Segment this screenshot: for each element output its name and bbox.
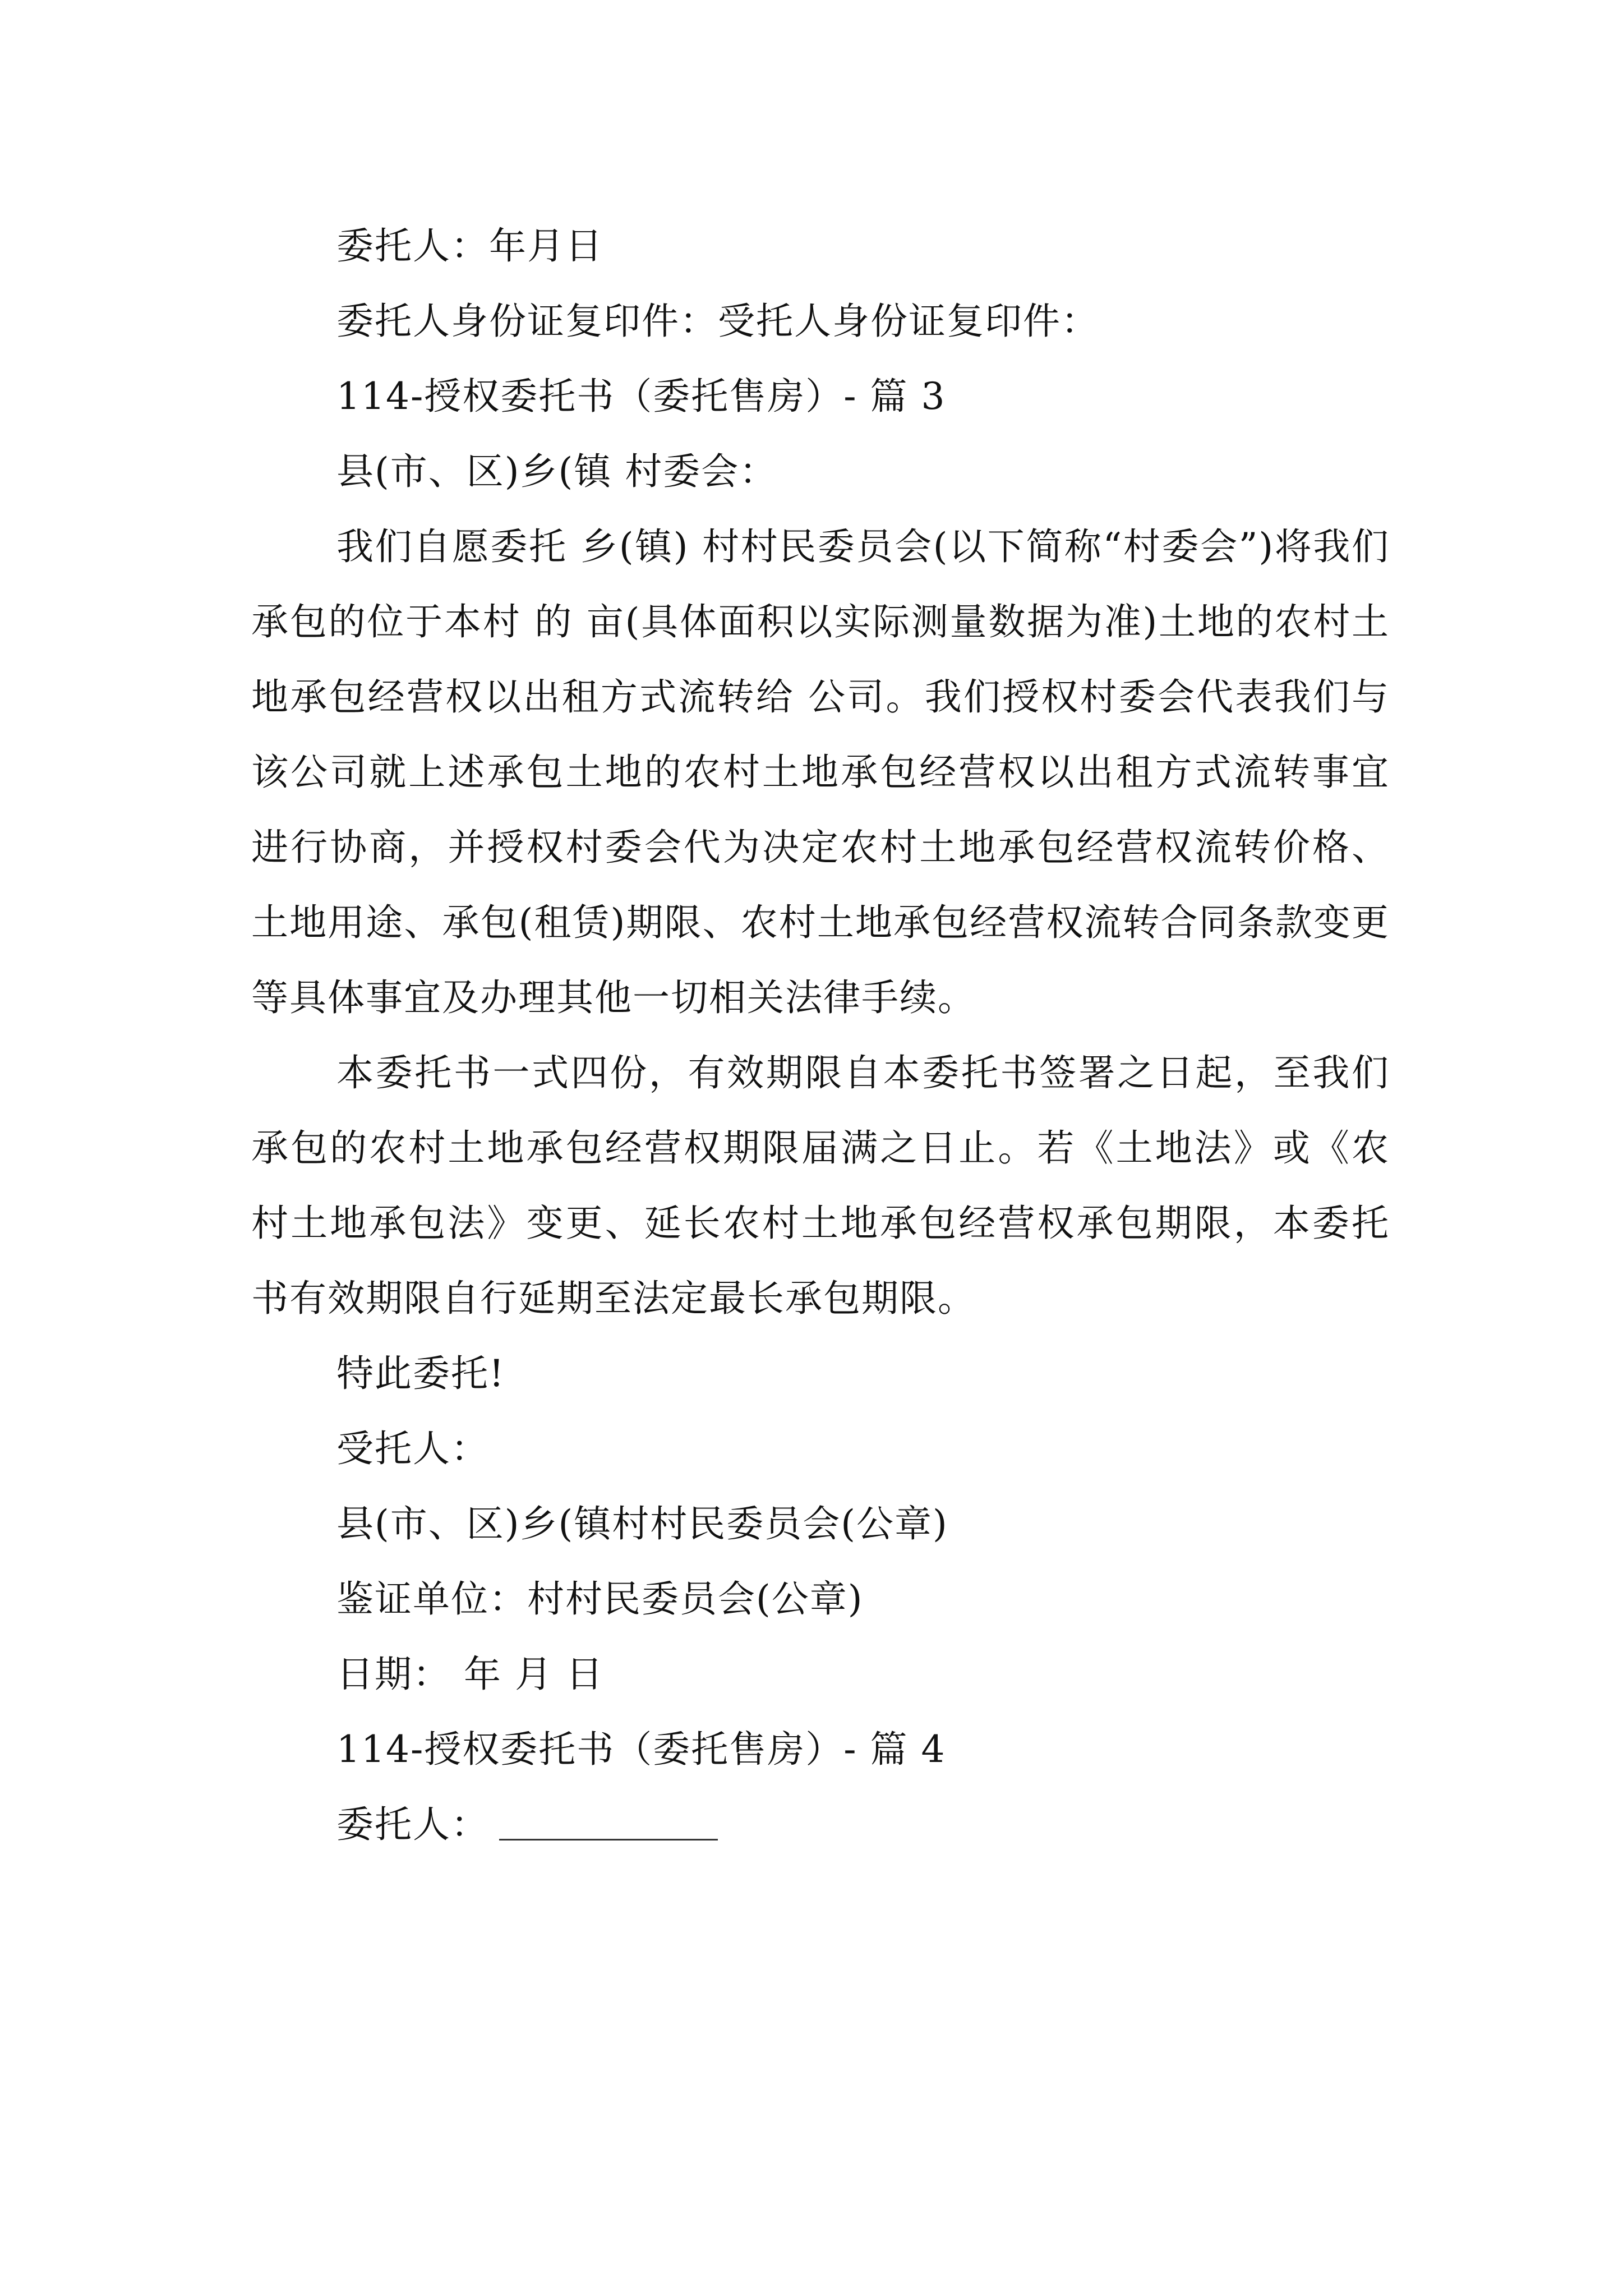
section-heading-4: 114-授权委托书（委托售房）- 篇 4: [336, 1728, 946, 1771]
verification-unit-line: 鉴证单位：村村民委员会(公章): [336, 1577, 864, 1621]
agent-label: 受托人：: [336, 1427, 489, 1470]
section-heading-3: 114-授权委托书（委托售房）- 篇 3: [336, 375, 946, 418]
closing-phrase: 特此委托!: [336, 1352, 505, 1395]
document-body: [251, 209, 1390, 1862]
principal-label: 委托人：: [336, 1803, 489, 1846]
body-paragraph-1: 我们自愿委托 乡(镇) 村村民委员会(以下简称“村委会”)将我们承包的位于本村 的 亩(具体面积以实际测量数据为准)土地的农村土地承包经营权以出租方式流转给 公司。我们授权村委会代表我们与该公司就上述承包土地的农村土地承包经营权以出租方式流转事宜进行协商，并授权村委会代为决定农村土地承包经营权流转价格、土地用途、承包(租赁)期限、农村土地承包经营权流转合同条款变更等具体事宜及办理其他一切相关法律手续。: [251, 525, 1390, 1019]
date-line: 日期： 年 月 日: [336, 1653, 604, 1696]
signature-blank: [499, 1805, 718, 1841]
committee-seal-line: 县(市、区)乡(镇村村民委员会(公章): [336, 1502, 948, 1545]
addressee-line: 县(市、区)乡(镇 村委会：: [336, 450, 778, 493]
body-paragraph-2: 本委托书一式四份，有效期限自本委托书签署之日起，至我们承包的农村土地承包经营权期限届满之日止。若《土地法》或《农村土地承包法》变更、延长农村土地承包经营权承包期限，本委托书有效期限自行延期至法定最长承包期限。: [251, 1051, 1390, 1320]
principal-signature-line: [251, 1787, 1390, 1862]
principal-date-line: 委托人：年月日: [336, 224, 603, 268]
id-copies-line: 委托人身份证复印件：受托人身份证复印件：: [336, 300, 1099, 343]
